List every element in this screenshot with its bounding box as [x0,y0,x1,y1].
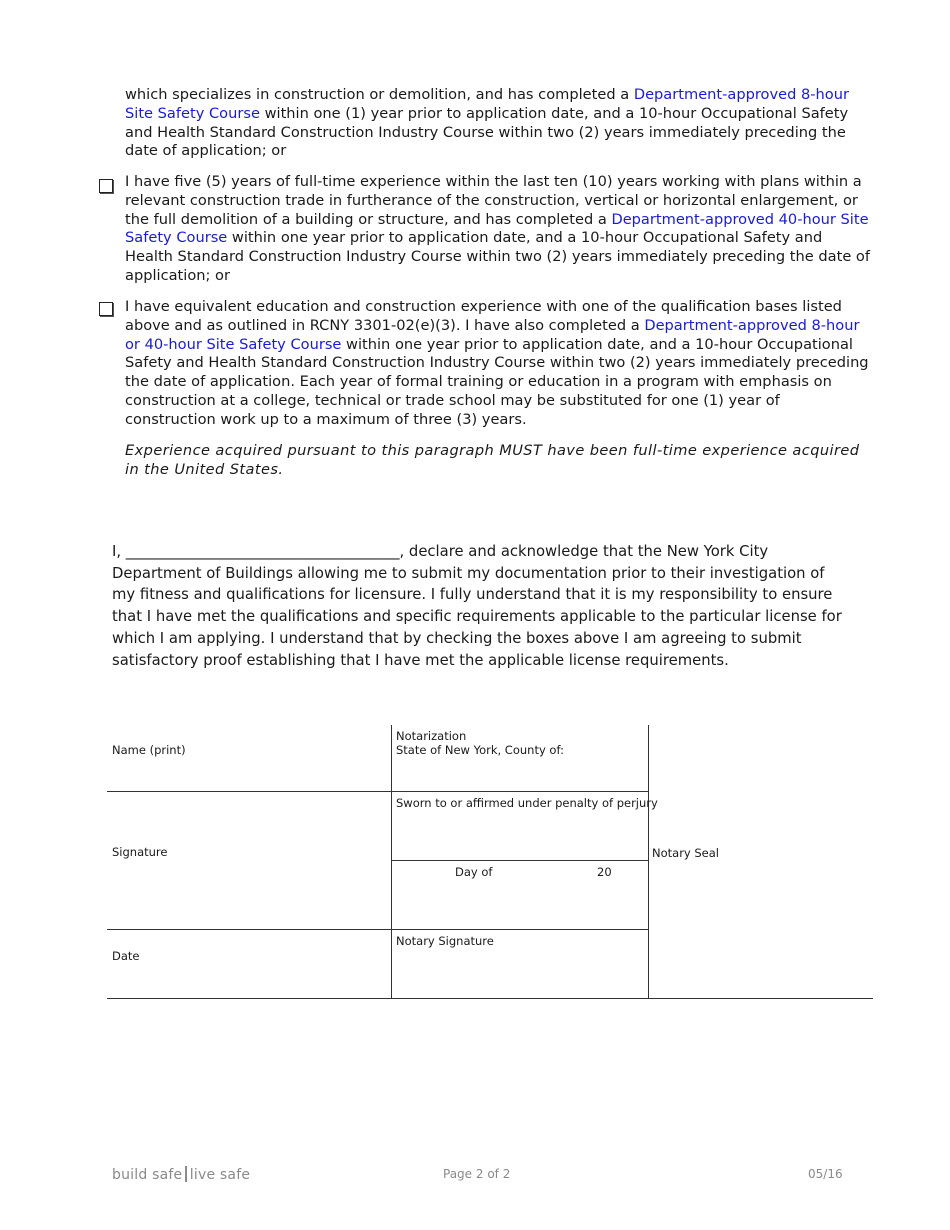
table-rule [107,998,873,999]
site-safety-course-link-8-or-40hr[interactable]: Department-approved 8-hour or 40-hour Site Safety Course [125,316,860,353]
notarization-title: Notarization [396,729,467,743]
notarization-county-label: State of New York, County of: [396,743,564,757]
option-c-checkbox[interactable] [99,302,113,316]
experience-note: Experience acquired pursuant to this paragraph MUST have been full-time experience acquired in the United States. [125,442,860,478]
option-a-text: which specializes in construction or demolition, and has completed a [125,86,634,103]
site-safety-course-link-40hr[interactable]: Department-approved 40-hour Site Safety Course [125,210,869,247]
brand-separator [185,1166,187,1182]
date-label: Date [112,949,140,963]
signature-label: Signature [112,845,168,859]
option-b-paragraph [125,173,870,286]
table-rule [107,791,649,792]
page-number: Page 2 of 2 [443,1167,511,1181]
name-print-label: Name (print) [112,743,186,757]
table-rule [107,929,649,930]
declaration-paragraph: I, _____________________________________, declare and acknowledge that the New York City Department of Buildings allowing me to submit my documentation prior to their investigation of my fitness and qualifications for licensure. I fully understand that it is my responsibility to ensure that I have met the qualifications and specific requirements applicable to the particular license for which I am applying. I understand that by checking the boxes above I am agreeing to submit satisfactory proof establishing that I have met the applicable license requirements. [112,543,842,669]
option-b-text: I have five (5) years of full-time experience within the last ten (10) years working with plans within a relevant construction trade in furtherance of the construction, vertical or horizontal enlargement, or the full demolition of a building or structure, and has completed a [125,173,862,228]
option-c-text: I have equivalent education and construction experience with one of the qualification bases listed above and as outlined in RCNY 3301-02(e)(3). I have also completed a [125,298,842,334]
notary-seal-label: Notary Seal [652,846,720,860]
option-b-checkbox[interactable] [99,179,113,193]
option-a-text-end: within one (1) year prior to application date, and a 10-hour Occupational Safety and Health Standard Construction Industry Course within two (2) years immediately preceding the date of application; or [125,104,849,160]
sworn-label: Sworn to or affirmed under penalty of perjury [396,796,658,810]
day-of-label: Day of [455,865,493,879]
revision-date: 05/16 [808,1167,843,1181]
brand-build-safe: build safe [112,1167,183,1183]
notary-signature-label: Notary Signature [396,934,494,948]
option-b-text-end: within one year prior to application date, and a 10-hour Occupational Safety and Health Standard Construction Industry Course within two (2) years immediately preceding the date of application; or [125,229,871,284]
table-divider [391,725,392,999]
option-a-continuation [125,86,870,161]
table-divider [648,725,649,999]
year-prefix: 20 [597,865,612,879]
site-safety-course-link-8hr[interactable]: Department-approved 8-hour Site Safety Course [125,86,849,122]
option-c-paragraph [125,298,870,430]
brand-live-safe: live safe [189,1167,251,1183]
table-rule [391,860,649,861]
option-c-text-end: within one year prior to application date, and a 10-hour Occupational Safety and Health Standard Construction Industry Course within two (2) years immediately preceding the date of application. Each year of formal training or education in a program with emphasis on construction at a college, technical or trade school may be substituted for one (1) year of construction work up to a maximum of three (3) years. [125,335,869,428]
footer-brand [112,1166,250,1183]
